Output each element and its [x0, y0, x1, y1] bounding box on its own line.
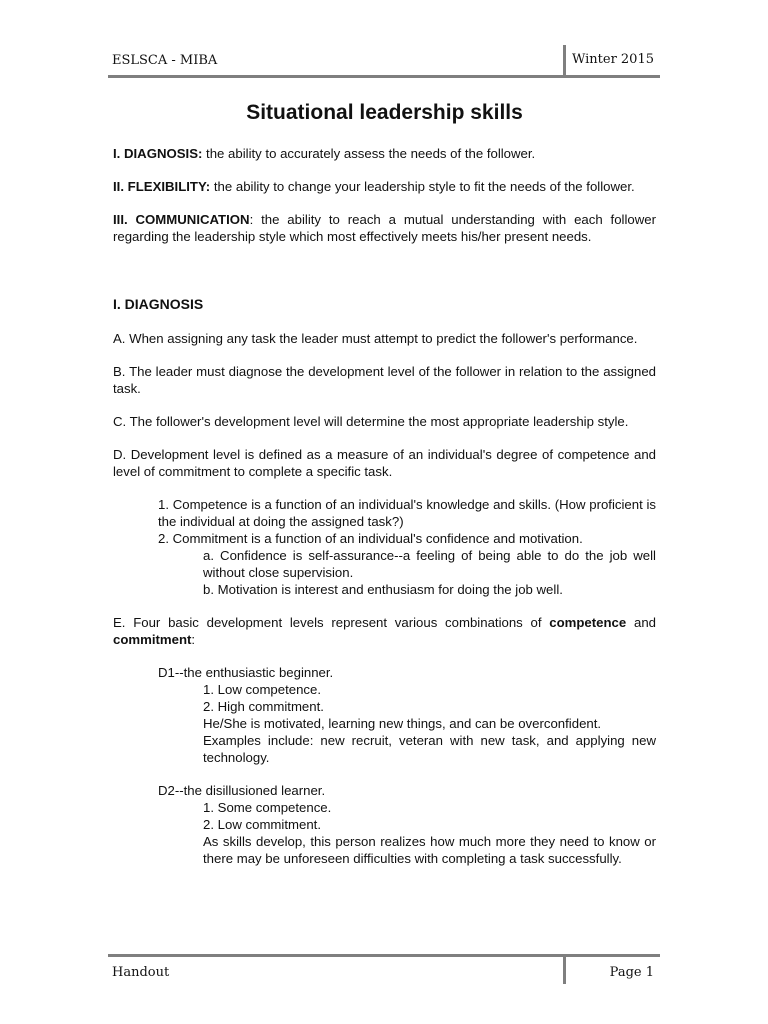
- para-e-bold: competence: [549, 615, 627, 630]
- para-e-suffix: :: [191, 632, 196, 647]
- page-number: Page 1: [609, 965, 654, 980]
- level-line: 2. High commitment.: [203, 699, 324, 714]
- level-line: 1. Some competence.: [203, 800, 332, 815]
- skill-label: I. DIAGNOSIS:: [113, 146, 203, 161]
- paragraph-c: C. The follower's development level will determine the most appropriate leadership style.: [113, 414, 629, 429]
- skill-text: the ability to accurately assess the needs of the follower.: [202, 146, 536, 161]
- page-footer: [108, 954, 660, 987]
- document-body: [113, 100, 656, 867]
- paragraph-a: A. When assigning any task the leader must attempt to predict the follower's performance.: [113, 331, 638, 346]
- para-e-prefix: E. Four basic development levels represent various combinations of: [113, 615, 550, 630]
- level-line: 2. Low commitment.: [203, 817, 321, 832]
- skill-label: II. FLEXIBILITY:: [113, 179, 211, 194]
- section-heading: I. DIAGNOSIS: [113, 296, 204, 312]
- level-line: 1. Low competence.: [203, 682, 322, 697]
- page-title: Situational leadership skills: [246, 101, 523, 124]
- skill-text: : the ability to reach a mutual understanding with each follower regarding the leadership style which most effectively meets his/her present needs.: [113, 212, 656, 244]
- footer-divider: [563, 954, 566, 984]
- para-e-mid: and: [626, 615, 656, 630]
- skill-diagnosis: [113, 145, 656, 162]
- level-heading: D2--the disillusioned learner.: [158, 783, 326, 798]
- para-e-bold: commitment: [113, 632, 192, 647]
- skill-communication: [113, 211, 656, 245]
- list-subitem: a. Confidence is self-assurance--a feeling of being able to do the job well without close supervision.: [203, 548, 656, 580]
- paragraph-d: D. Development level is defined as a measure of an individual's degree of competence and level of commitment to complete a specific task.: [113, 447, 656, 479]
- skill-label: III. COMMUNICATION: [113, 212, 250, 227]
- level-line: As skills develop, this person realizes how much more they need to know or there may be unforeseen difficulties with completing a task successfully.: [203, 834, 656, 866]
- paragraph-e: [113, 614, 656, 648]
- skill-flexibility: [113, 178, 656, 195]
- page-header: [108, 45, 660, 78]
- list-item: 1. Competence is a function of an individual's knowledge and skills. (How proficient is the individual at doing the assigned task?): [158, 497, 656, 529]
- list-subitem: b. Motivation is interest and enthusiasm for doing the job well.: [203, 582, 563, 597]
- list-item: 2. Commitment is a function of an individual's confidence and motivation.: [158, 531, 583, 546]
- header-divider: [563, 45, 566, 77]
- skill-text: the ability to change your leadership style to fit the needs of the follower.: [210, 179, 635, 194]
- level-line: Examples include: new recruit, veteran with new task, and applying new technology.: [203, 733, 656, 765]
- paragraph-b: B. The leader must diagnose the development level of the follower in relation to the assigned task.: [113, 364, 656, 396]
- header-right: Winter 2015: [571, 52, 654, 67]
- header-left: ESLSCA - MIBA: [112, 53, 218, 68]
- level-heading: D1--the enthusiastic beginner.: [158, 665, 334, 680]
- footer-left: Handout: [112, 965, 170, 980]
- level-line: He/She is motivated, learning new things, and can be overconfident.: [203, 716, 602, 731]
